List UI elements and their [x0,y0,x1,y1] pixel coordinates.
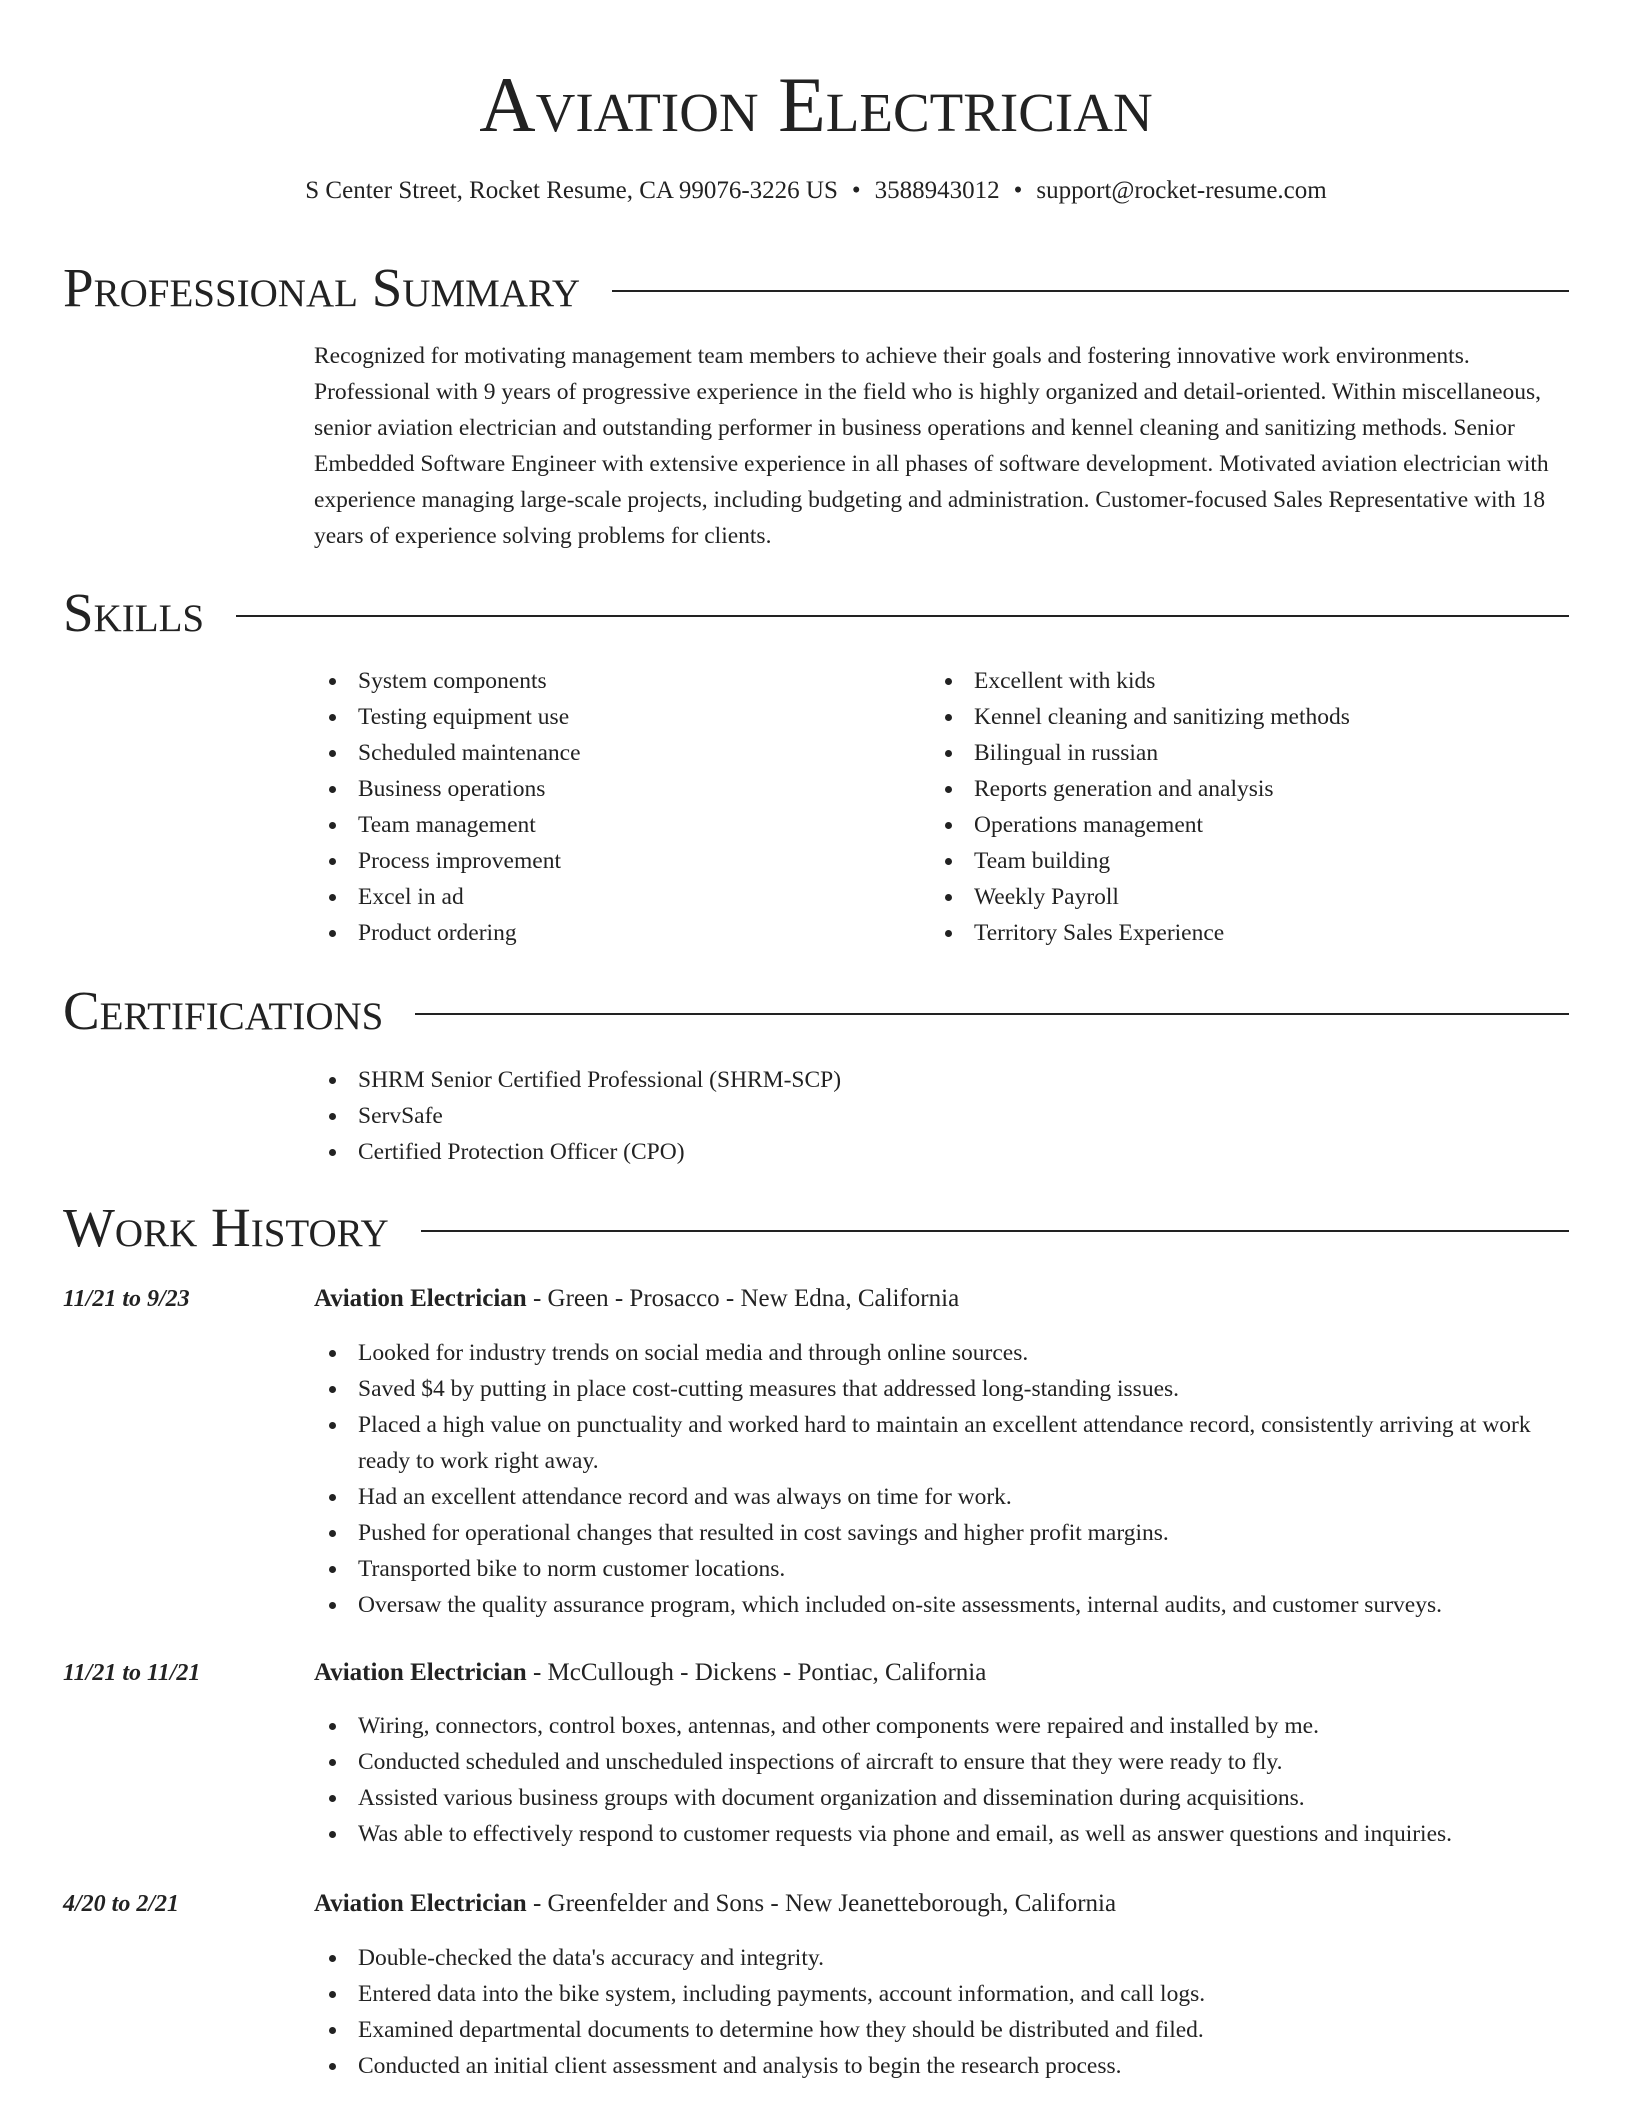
work-history-heading: Work History [63,1197,389,1258]
job-bullet: Transported bike to norm customer locations. [314,1551,1584,1587]
job-bullet-list [314,1940,1584,2084]
skills-list-right [930,663,1570,951]
job-bullet: Had an excellent attendance record and was always on time for work. [314,1479,1584,1515]
skill-item: Product ordering [314,915,894,951]
job-bullet: Assisted various business groups with document organization and dissemination during acquisitions. [314,1780,1584,1816]
skills-heading: Skills [63,582,205,643]
skill-item: Team building [930,843,1570,879]
job-bullet: Conducted an initial client assessment and analysis to begin the research process. [314,2048,1584,2084]
skills-list-left [314,663,894,951]
job-bullet: Saved $4 by putting in place cost-cutting measures that addressed long-standing issues. [314,1371,1584,1407]
job-dates: 11/21 to 9/23 [63,1286,190,1312]
job-bullet: Placed a high value on punctuality and worked hard to maintain an excellent attendance record, consistently arriving at work ready to work right away. [314,1407,1584,1479]
certifications-section-header [63,979,1569,1043]
job-bullet: Double-checked the data's accuracy and integrity. [314,1940,1584,1976]
contact-email: support@rocket-resume.com [1036,177,1327,204]
contact-separator: • [851,177,861,204]
certification-item: Certified Protection Officer (CPO) [314,1134,1314,1170]
job-employer: - Greenfelder and Sons - New Jeanetteborough, California [526,1890,1117,1917]
contact-separator: • [1013,177,1023,204]
certification-item: SHRM Senior Certified Professional (SHRM-SCP) [314,1062,1314,1098]
summary-section-header [63,256,1569,320]
summary-heading: Professional Summary [63,257,581,318]
skills-section-header [63,581,1569,645]
skill-item: Territory Sales Experience [930,915,1570,951]
contact-line [0,174,1632,208]
job-heading [314,1281,959,1317]
skill-item: System components [314,663,894,699]
skill-item: Testing equipment use [314,699,894,735]
skill-item: Reports generation and analysis [930,771,1570,807]
job-bullet: Wiring, connectors, control boxes, antennas, and other components were repaired and installed by me. [314,1708,1584,1744]
job-bullet: Was able to effectively respond to customer requests via phone and email, as well as answer questions and inquiries. [314,1816,1584,1852]
skill-item: Weekly Payroll [930,879,1570,915]
job-title: Aviation Electrician [314,1659,527,1686]
section-divider [612,290,1569,292]
section-divider [236,615,1569,617]
job-bullet-list [314,1708,1584,1852]
job-heading [314,1886,1116,1922]
skill-item: Team management [314,807,894,843]
skill-item: Excel in ad [314,879,894,915]
job-bullet: Pushed for operational changes that resulted in cost savings and higher profit margins. [314,1515,1584,1551]
section-divider [421,1230,1569,1232]
job-bullet: Oversaw the quality assurance program, which included on-site assessments, internal audits, and customer surveys. [314,1587,1584,1623]
job-bullet: Entered data into the bike system, including payments, account information, and call logs. [314,1976,1584,2012]
contact-address: S Center Street, Rocket Resume, CA 99076-3226 US [305,177,838,204]
skill-item: Operations management [930,807,1570,843]
skill-item: Business operations [314,771,894,807]
skill-item: Bilingual in russian [930,735,1570,771]
summary-text: Recognized for motivating management team members to achieve their goals and fostering innovative work environments. Professional with 9 years of progressive experience in the field who is highly organized and detail-oriented. Within miscellaneous, senior aviation electrician and outstanding performer in business operations and kennel cleaning and sanitizing methods. Senior Embedded Software Engineer with extensive experience in all phases of software development. Motivated aviation electrician with experience managing large-scale projects, including budgeting and administration. Customer-focused Sales Representative with 18 years of experience solving problems for clients. [314,343,1549,549]
certification-item: ServSafe [314,1098,1314,1134]
skill-item: Excellent with kids [930,663,1570,699]
job-bullet: Looked for industry trends on social media and through online sources. [314,1335,1584,1371]
job-dates: 4/20 to 2/21 [63,1891,180,1917]
job-title: Aviation Electrician [314,1890,527,1917]
job-dates: 11/21 to 11/21 [63,1660,201,1686]
certifications-heading: Certifications [63,980,384,1041]
contact-phone: 3588943012 [874,177,1000,204]
job-employer: - Green - Prosacco - New Edna, California [526,1285,960,1312]
candidate-name: Aviation Electrician [479,61,1153,148]
skill-item: Kennel cleaning and sanitizing methods [930,699,1570,735]
job-heading [314,1655,986,1691]
job-bullet-list [314,1335,1584,1623]
skill-item: Scheduled maintenance [314,735,894,771]
job-employer: - McCullough - Dickens - Pontiac, California [526,1659,987,1686]
job-title: Aviation Electrician [314,1285,527,1312]
job-bullet: Conducted scheduled and unscheduled inspections of aircraft to ensure that they were ready to fly. [314,1744,1584,1780]
work-history-section-header [63,1196,1569,1260]
skill-item: Process improvement [314,843,894,879]
certifications-list [314,1062,1314,1170]
section-divider [415,1013,1569,1015]
job-bullet: Examined departmental documents to determine how they should be distributed and filed. [314,2012,1584,2048]
